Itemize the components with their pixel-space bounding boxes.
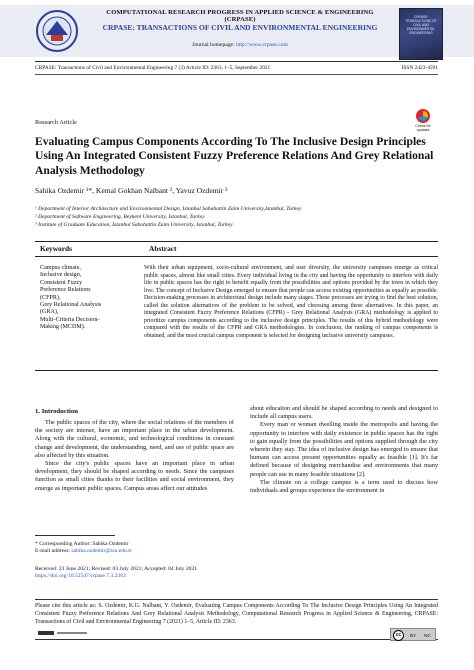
left-column <box>35 419 234 493</box>
paragraph: Since the city's public spaces have an important place in urban development, they should be shaped according to needs. Since the campuses function as small cities thanks to their facilities and social environment, they emerge as important public spaces. Campus areas affect our attitudes <box>35 460 234 492</box>
footnote-rule <box>35 535 115 536</box>
marker-line <box>57 632 87 634</box>
cover-title: CRPASE: TRANSACTIONS OF CIVIL AND ENVIRONMENTAL ENGINEERING <box>405 15 437 35</box>
keywords-rule-mid <box>35 256 438 257</box>
homepage-label: Journal homepage: <box>192 42 236 48</box>
keywords-heading: Keywords <box>40 244 73 253</box>
received-dates <box>35 566 197 580</box>
keywords-rule-bottom <box>35 370 438 371</box>
journal-homepage <box>90 42 390 48</box>
keyword-item: Campus climate, <box>40 265 81 271</box>
cite-this-article-box: Please cite this article as: S. Ozdemir, K.G. Nalbant, Y. Ozdemir, Evaluating Campus Components According To The Inclusive Design Principles Using An Integrated Consistent Fuzzy Preference Relations And Grey Relational Analysis Methodology, Computational Research Progress in Applied Science & Engineering, CRPASE: Transactions of Civil and Environmental Engineering 7 (2021) 1–5, Article ID: 2363. <box>35 599 438 640</box>
journal-cover-thumbnail <box>399 8 443 60</box>
email-line <box>35 548 132 555</box>
journal-short-name: CRPASE: TRANSACTIONS OF CIVIL AND ENVIRONMENTAL ENGINEERING <box>102 23 378 32</box>
homepage-link[interactable]: http://www.crpase.com <box>235 42 288 48</box>
abstract-heading: Abstract <box>149 244 177 253</box>
section-heading-introduction: 1. Introduction <box>35 408 78 415</box>
paragraph: The public spaces of the city, where the social relations of the members of the society are intense, have an important place in the urban development. Along with the cultural, economic, and technological conditions in constant change and development, the understanding, need, and use of public space are also affected by this situation. <box>35 419 234 459</box>
right-column <box>250 405 438 495</box>
issn: ISSN 2423-4591 <box>401 65 438 71</box>
email-link[interactable]: sahika.ozdemir@izu.edu.tr <box>71 548 132 554</box>
by-icon: BY <box>409 633 417 638</box>
article-type: Research Article <box>35 119 77 126</box>
paragraph: Every man or woman dwelling inside the metropolis and having the opportunity to interfere with daily existence in public spaces has the right to gain equally from the possibilities and options supplied through the city wherein they stay. The idea of inclusive design has emerged to ensure that humans can access present opportunities equally as feasible [1]. It's far defined because of designing merchandise and environments that many people can use in many feasible situations [2]. <box>250 421 438 478</box>
check-badge-label: Check for updates <box>415 124 431 132</box>
keyword-item: (CFPR), <box>40 294 61 301</box>
keyword-item: Grey Relational Analysis <box>40 302 102 309</box>
keyword-item: (GRA), <box>40 309 59 316</box>
article-title: Evaluating Campus Components According To The Inclusive Design Principles Using An Integrated Consistent Fuzzy Preference Relations And Grey Relational Analysis Methodology <box>35 135 434 177</box>
citation-line: CRPASE: Transactions of Civil and Environmental Engineering 7 (3) Article ID: 2363, 1–5, September 2021 <box>35 65 271 71</box>
journal-full-name: COMPUTATIONAL RESEARCH PROGRESS IN APPLIED SCIENCE & ENGINEERING (CRPASE) <box>106 9 374 23</box>
crossmark-icon <box>416 109 430 123</box>
keyword-item: Consistent Fuzzy <box>40 279 83 286</box>
keywords-list <box>40 265 136 332</box>
keyword-item: Preference Relations <box>40 287 91 294</box>
keyword-item: Inclusive design, <box>40 272 82 279</box>
received-line: Received: 23 June 2021; Revised: 03 July 2021; Accepted: 04 July 2021 <box>35 566 198 572</box>
email-label: E-mail address: <box>35 548 72 554</box>
paragraph: The climate on a college campus is a term used to discuss how individuals and groups experience the environment in <box>250 478 438 495</box>
marker-bar <box>38 631 54 635</box>
paragraph: about education and should be shaped according to needs and designed to include all campus users. <box>250 405 438 421</box>
affiliation-2: ² Department of Software Engineering, Beykent University, Istanbul, Turkey <box>35 214 205 220</box>
doi-link[interactable]: https://doi.org/10.52547/crpase.7.3.2363 <box>35 573 126 579</box>
nc-icon: NC <box>424 633 431 638</box>
corresponding-author: * Corresponding Author: Sahika Ozdemir <box>35 541 129 547</box>
cc-icon: cc <box>393 630 404 641</box>
header-rule <box>35 61 438 62</box>
affiliation-3: ³ Institute of Graduate Education, Istanbul Sabahattin Zaim University, Istanbul, Turkey <box>35 222 233 228</box>
abstract-text: With their urban equipment, socio-cultural environment, and user diversity, the university campuses emerge as critical public spaces, almost like small cities. Every individual living in the city and having the opportunity to interfere with daily life in public spaces has the right to benefit equally from the possibilities and options provided by the town in which they live. The concept of Inclusive Design emerged to ensure that people can access existing opportunities as equally as possible. Decision-making processes in architectural design include many stages. These processes are trying to find the best solution, called the solution alternatives of the problem to be solved, and choosing among these alternatives. In this paper, an integrated Consistent Fuzzy Preference Relations (CFPR) - Grey Relational Analysis (GRA) methodology is applied to prioritize campus components according to the inclusive design principles. The results of this hybrid methodology were compared with the results of the CFPR and GRA methodologies. In conclusion, the ranking of campus components is obtained, and the most crucial campus component is selected for designing inclusive university campuses. <box>144 265 438 339</box>
authors: Sahika Ozdemir ¹*, Kemal Gokhan Nalbant ², Yavuz Ozdemir ³ <box>35 186 228 195</box>
check-for-updates-badge[interactable] <box>413 109 433 132</box>
keywords-rule-top <box>35 241 438 242</box>
affiliation-1: ¹ Department of Interior Architecture and Environmental Design, Istanbul Sabahattin Zaim University,Istanbul, Turkey <box>35 206 302 212</box>
creative-commons-license-badge[interactable] <box>390 628 436 641</box>
header-rule-2 <box>35 74 438 75</box>
page-number-marker <box>35 630 87 636</box>
keyword-item: Making (MCDM). <box>40 324 86 331</box>
keyword-item: Multi-Criteria Decision- <box>40 316 100 323</box>
footnotes <box>35 541 132 555</box>
crpase-logo-icon <box>34 8 80 54</box>
